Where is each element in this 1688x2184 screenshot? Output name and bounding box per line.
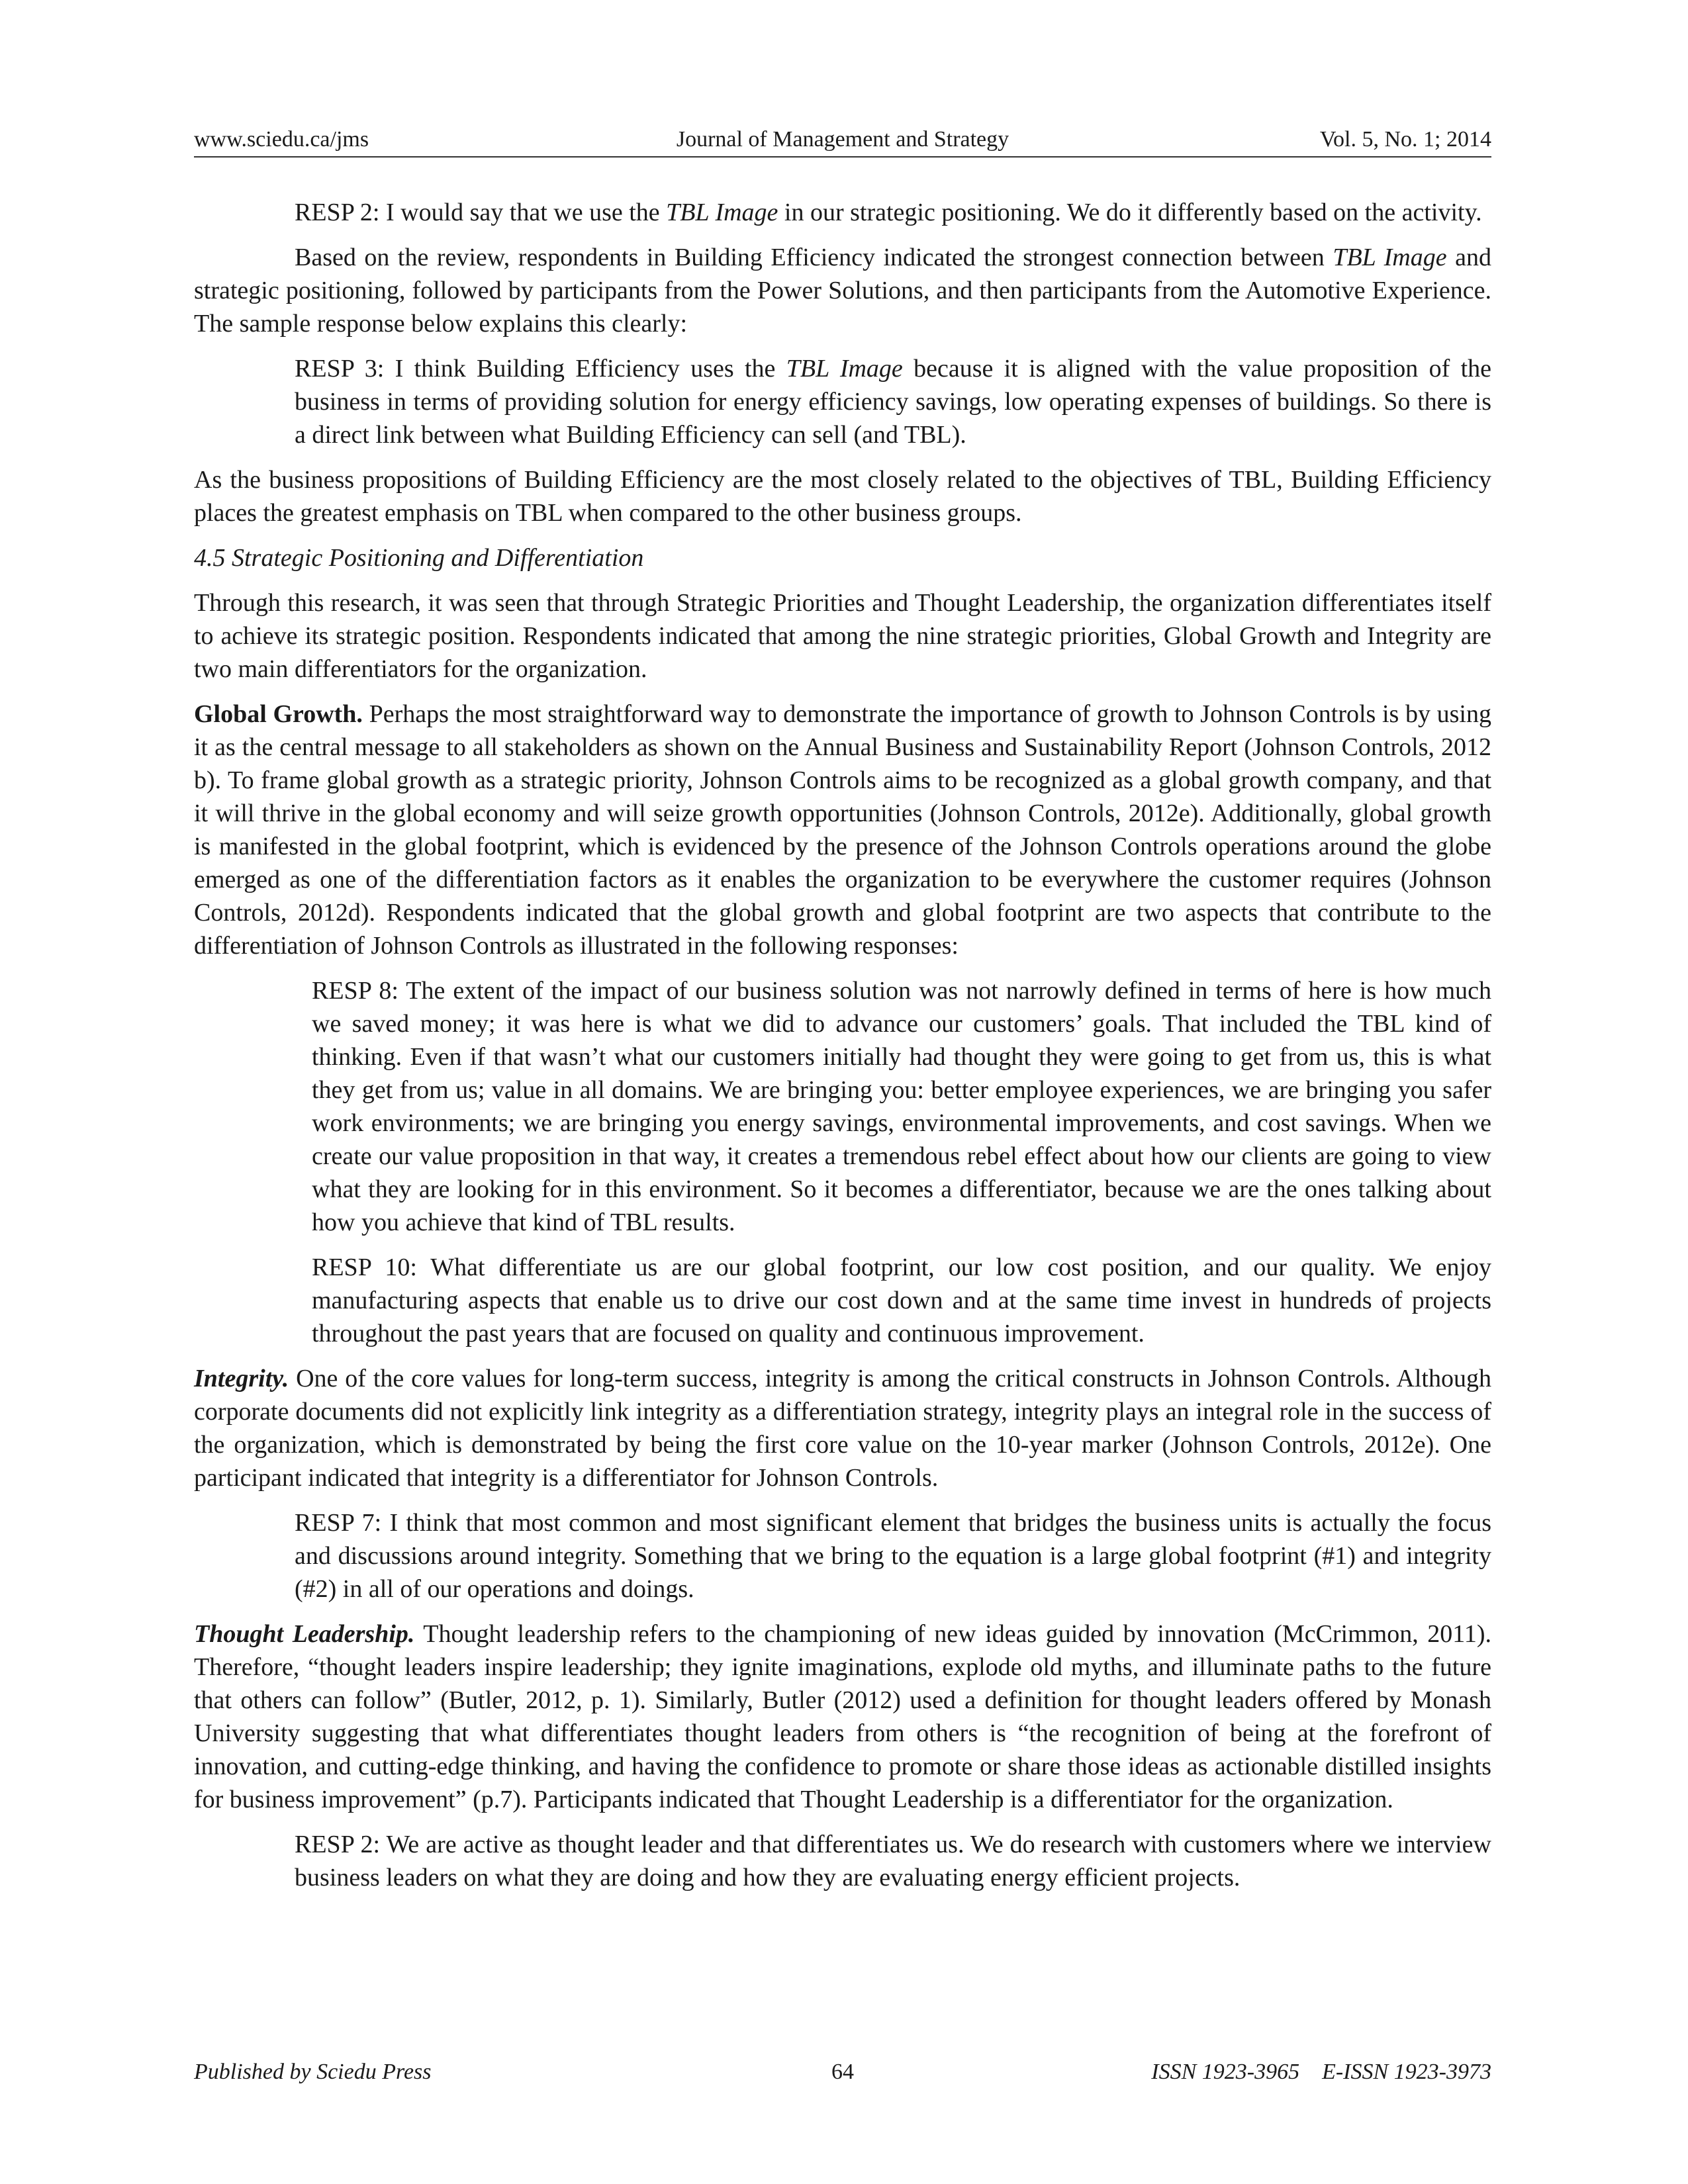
quote-resp8: RESP 8: The extent of the impact of our business solution was not narrowly defined in terms of here is how much we saved money; it was here is what we did to advance our customers’ goals. That included the TBL kind of thinking. Even if that wasn’t what our customers initially had thought they were going to get from us, this is what they get from us; value in all domains. We are bringing you: better employee experiences, we are bringing you safer work environments; we are bringing you energy savings, environmental improvements, and cost savings. When we create our value proposition in that way, it creates a tremendous rebel effect about how our clients are going to view what they are looking for in this environment. So it becomes a differentiator, because we are the ones talking about how you achieve that kind of TBL results. (312, 977, 1491, 1236)
paragraph-integrity: Integrity. One of the core values for long-term success, integrity is among the critical constructs in Johnson Controls. Although corporate documents did not explicitly link integrity as a differentiation strategy, integrity plays an integral role in the success of the organization, which is demonstrated by being the first core value on the 10-year marker (Johnson Controls, 2012e). One participant indicated that integrity is a differentiator for Johnson Controls. (194, 1365, 1491, 1492)
header-volume: Vol. 5, No. 1; 2014 (1319, 127, 1491, 152)
quote-resp2-thought-leader: RESP 2: We are active as thought leader and that differentiates us. We do research with customers where we interview business leaders on what they are doing and how they are evaluating energy efficient projects. (295, 1831, 1491, 1891)
paragraph-through-research: Through this research, it was seen that through Strategic Priorities and Thought Leadership, the organization differentiates itself to achieve its strategic position. Respondents indicated that among the nine strategic priorities, Global Growth and Integrity are two main differentiators for the organization. (194, 589, 1491, 683)
integrity-heading: Integrity. (194, 1365, 289, 1392)
header-url: www.sciedu.ca/jms (194, 127, 369, 152)
running-footer (194, 2060, 1491, 2093)
paragraph-global-growth: Global Growth. Perhaps the most straightforward way to demonstrate the importance of growth to Johnson Controls is by using it as the central message to all stakeholders as shown on the Annual Business and Sustainability Report (Johnson Controls, 2012 b). To frame global growth as a strategic priority, Johnson Controls aims to be recognized as a global growth company, and that it will thrive in the global economy and will seize growth opportunities (Johnson Controls, 2012e). Additionally, global growth is manifested in the global footprint, which is evidenced by the presence of the Johnson Controls operations around the globe emerged as one of the differentiation factors as it enables the organization to be everywhere the customer requires (Johnson Controls, 2012d). Respondents indicated that the global growth and global footprint are two aspects that contribute to the differentiation of Johnson Controls as illustrated in the following responses: (194, 700, 1491, 960)
page-number: 64 (831, 2060, 854, 2084)
header-journal-title: Journal of Management and Strategy (676, 127, 1009, 152)
paragraph-propositions: As the business propositions of Building Efficiency are the most closely related to the objectives of TBL, Building Efficiency places the greatest emphasis on TBL when compared to the other business groups. (194, 466, 1491, 527)
running-header (194, 123, 1491, 158)
quote-resp2-tbl-image: RESP 2: I would say that we use the TBL Image in our strategic positioning. We do it differently based on the activity. (295, 199, 1482, 226)
subsection-heading: 4.5 Strategic Positioning and Differentiation (194, 544, 644, 572)
paragraph-review: Based on the review, respondents in Building Efficiency indicated the strongest connection between TBL Image and strategic positioning, followed by participants from the Power Solutions, and then participants from the Automotive Experience. The sample response below explains this clearly: (194, 244, 1491, 338)
quote-resp3: RESP 3: I think Building Efficiency uses the TBL Image because it is aligned with the value proposition of the business in terms of providing solution for energy efficiency savings, low operating expenses of buildings. So there is a direct link between what Building Efficiency can sell (and TBL). (295, 355, 1491, 449)
footer-issn: ISSN 1923-3965 E-ISSN 1923-3973 (1151, 2060, 1491, 2084)
global-growth-heading: Global Growth. (194, 700, 363, 728)
footer-publisher: Published by Sciedu Press (194, 2060, 432, 2084)
quote-resp7: RESP 7: I think that most common and most significant element that bridges the business units is actually the focus and discussions around integrity. Something that we bring to the equation is a large global footprint (#1) and integrity (#2) in all of our operations and doings. (295, 1509, 1491, 1603)
article-body (194, 196, 1491, 1906)
paragraph-thought-leadership: Thought Leadership. Thought leadership refers to the championing of new ideas guided by innovation (McCrimmon, 2011). Therefore, “thought leaders inspire leadership; they ignite imaginations, explode old myths, and illuminate paths to the future that others can follow” (Butler, 2012, p. 1). Similarly, Butler (2012) used a definition for thought leaders offered by Monash University suggesting that what differentiates thought leaders from others is “the recognition of being at the forefront of innovation, and cutting-edge thinking, and having the confidence to promote or share those ideas as actionable distilled insights for business improvement” (p.7). Participants indicated that Thought Leadership is a differentiator for the organization. (194, 1620, 1491, 1813)
quote-resp10: RESP 10: What differentiate us are our global footprint, our low cost position, and our quality. We enjoy manufacturing aspects that enable us to drive our cost down and at the same time invest in hundreds of projects throughout the past years that are focused on quality and continuous improvement. (312, 1253, 1491, 1347)
thought-leadership-heading: Thought Leadership. (194, 1620, 415, 1648)
